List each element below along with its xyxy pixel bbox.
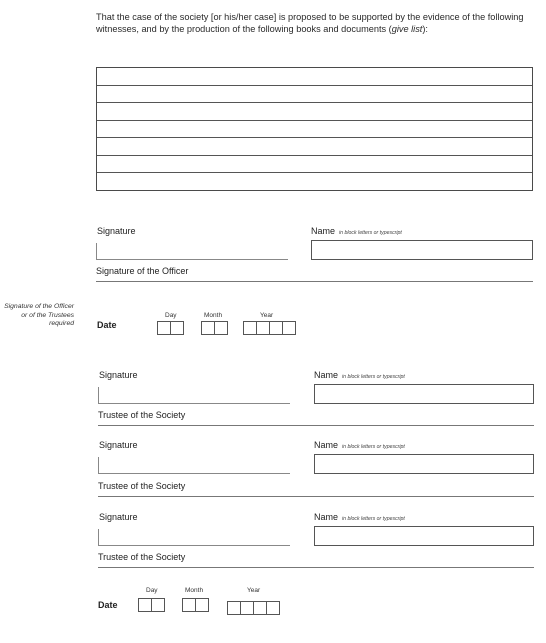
digit-box[interactable] bbox=[182, 598, 196, 612]
trustee-1-signature-label: Signature bbox=[99, 370, 138, 380]
trustee-1-name-hint: in block letters or typescript bbox=[342, 374, 405, 380]
year-label: Year bbox=[247, 587, 261, 594]
digit-box[interactable] bbox=[201, 321, 215, 335]
date-label: Date bbox=[98, 600, 118, 610]
year-input[interactable] bbox=[243, 321, 295, 335]
year-input[interactable] bbox=[227, 601, 279, 615]
list-row[interactable] bbox=[97, 156, 532, 174]
list-row[interactable] bbox=[97, 121, 532, 139]
officer-role-label: Signature of the Officer bbox=[96, 266, 189, 276]
month-input[interactable] bbox=[201, 321, 227, 335]
trustee-1-role-label: Trustee of the Society bbox=[98, 410, 186, 420]
intro-paragraph: That the case of the society [or his/her case] is proposed to be supported by the evidence of the following witnesses, and by the production of the following books and documents (give list): bbox=[96, 12, 524, 34]
digit-box[interactable] bbox=[157, 321, 171, 335]
trustee-3-signature-label: Signature bbox=[99, 512, 138, 522]
year-label: Year bbox=[260, 312, 274, 319]
intro-italic: give list bbox=[391, 23, 423, 34]
divider bbox=[96, 281, 533, 282]
trustee-2-signature-label: Signature bbox=[99, 440, 138, 450]
digit-box[interactable] bbox=[269, 321, 283, 335]
officer-name-hint: in block letters or typescript bbox=[339, 230, 402, 236]
day-label: Day bbox=[165, 312, 177, 319]
list-row[interactable] bbox=[97, 86, 532, 104]
digit-box[interactable] bbox=[227, 601, 241, 615]
trustee-3-name-field[interactable] bbox=[314, 526, 534, 546]
witness-list-table[interactable] bbox=[96, 67, 533, 191]
trustee-2-name-label: Name in block letters or typescript bbox=[314, 440, 405, 450]
month-label: Month bbox=[185, 587, 204, 594]
date-label: Date bbox=[97, 320, 117, 330]
officer-name-field[interactable] bbox=[311, 240, 533, 260]
trustee-1-signature-field[interactable] bbox=[98, 387, 290, 404]
trustee-2-role-label: Trustee of the Society bbox=[98, 481, 186, 491]
trustee-1-name-label: Name in block letters or typescript bbox=[314, 370, 405, 380]
digit-box[interactable] bbox=[243, 321, 257, 335]
trustee-2-name-field[interactable] bbox=[314, 454, 534, 474]
list-row[interactable] bbox=[97, 68, 532, 86]
day-label: Day bbox=[146, 587, 158, 594]
month-label: Month bbox=[204, 312, 223, 319]
digit-box[interactable] bbox=[266, 601, 280, 615]
trustee-2-name-hint: in block letters or typescript bbox=[342, 444, 405, 450]
list-row[interactable] bbox=[97, 173, 532, 191]
digit-box[interactable] bbox=[282, 321, 296, 335]
day-input[interactable] bbox=[157, 321, 183, 335]
day-input[interactable] bbox=[138, 598, 164, 612]
digit-box[interactable] bbox=[240, 601, 254, 615]
digit-box[interactable] bbox=[253, 601, 267, 615]
trustee-3-signature-field[interactable] bbox=[98, 529, 290, 546]
list-row[interactable] bbox=[97, 138, 532, 156]
divider bbox=[98, 496, 534, 497]
digit-box[interactable] bbox=[214, 321, 228, 335]
trustee-3-name-hint: in block letters or typescript bbox=[342, 516, 405, 522]
trustee-3-role-label: Trustee of the Society bbox=[98, 552, 186, 562]
officer-signature-field[interactable] bbox=[96, 243, 288, 260]
digit-box[interactable] bbox=[256, 321, 270, 335]
trustee-3-name-label: Name in block letters or typescript bbox=[314, 512, 405, 522]
digit-box[interactable] bbox=[195, 598, 209, 612]
digit-box[interactable] bbox=[151, 598, 165, 612]
side-note: Signature of the Officer or of the Trustees required bbox=[4, 303, 74, 327]
officer-name-label: Name in block letters or typescript bbox=[311, 226, 402, 236]
trustee-2-signature-field[interactable] bbox=[98, 457, 290, 474]
divider bbox=[98, 425, 534, 426]
divider bbox=[98, 567, 534, 568]
officer-signature-label: Signature bbox=[97, 226, 136, 236]
month-input[interactable] bbox=[182, 598, 208, 612]
digit-box[interactable] bbox=[138, 598, 152, 612]
list-row[interactable] bbox=[97, 103, 532, 121]
trustee-1-name-field[interactable] bbox=[314, 384, 534, 404]
digit-box[interactable] bbox=[170, 321, 184, 335]
